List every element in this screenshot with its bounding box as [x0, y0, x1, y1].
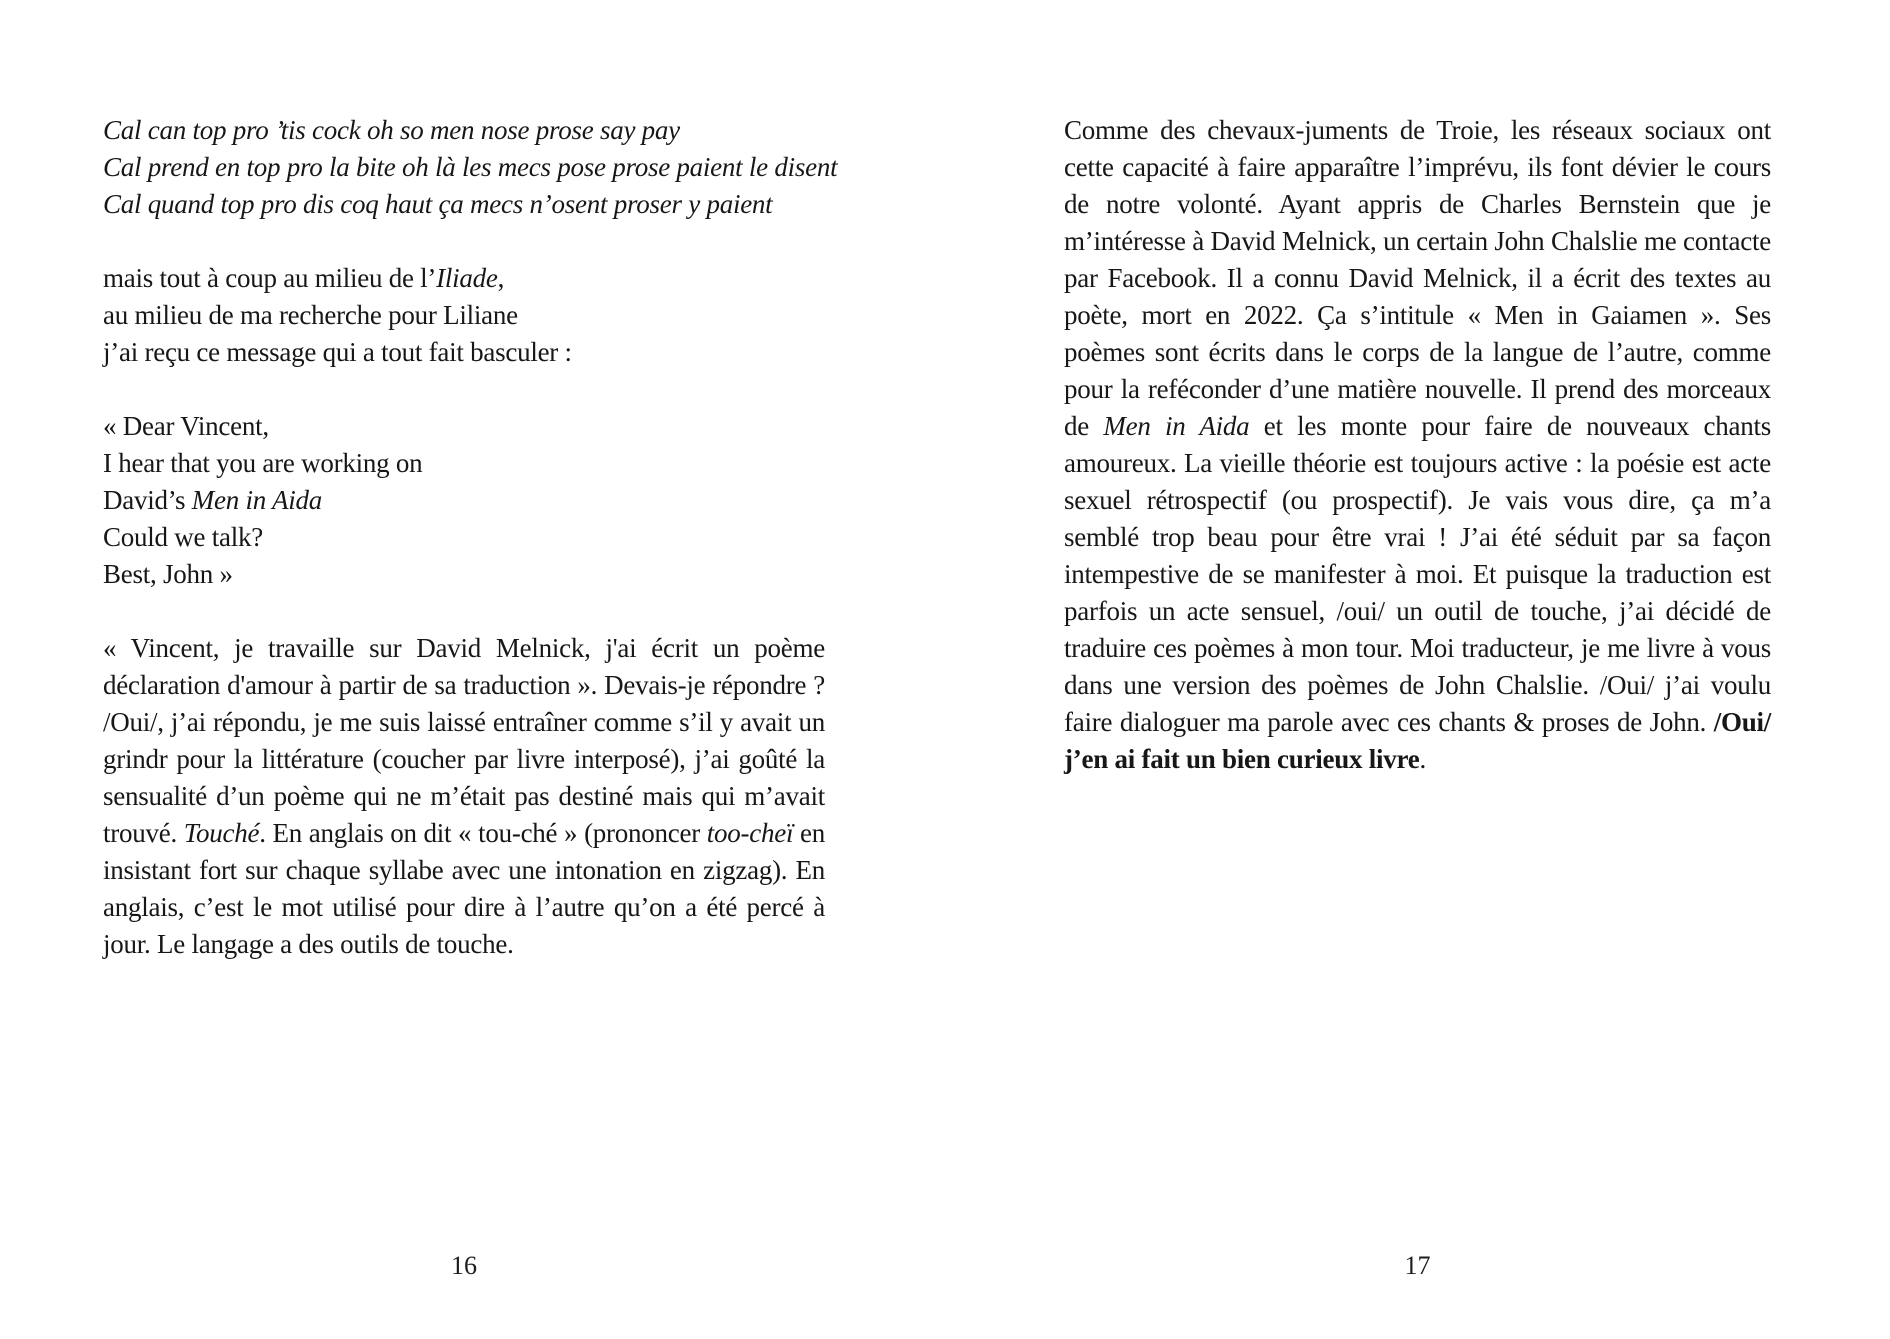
text-line	[103, 334, 825, 371]
text-run: .	[1419, 744, 1426, 774]
bold-text-run: /Oui/ j’en ai fait un bien curieux livre	[1064, 707, 1771, 774]
narrative-stanza	[103, 260, 825, 371]
text-run: I hear that you are working on	[103, 448, 423, 478]
text-run: en insistant fort sur chaque syllabe avec une intonation en zigzag). En anglais, c’est le mot utilisé pour dire à l’autre qu’on a été percé à jour. Le langage a des outils de touche.	[103, 818, 825, 959]
letter-stanza	[103, 408, 825, 593]
right-page-paragraph	[1064, 112, 1771, 778]
italic-text-run: Men in Aida	[1103, 411, 1250, 441]
italic-text-run: Iliade	[436, 263, 498, 293]
text-line	[103, 149, 838, 186]
text-line	[103, 556, 825, 593]
italic-text-run: Cal prend en top pro la bite oh là les mecs pose prose paient le disent	[103, 152, 838, 182]
page-number-right: 17	[1404, 1251, 1431, 1280]
italic-text-run: Cal can top pro ’tis cock oh so men nose prose say pay	[103, 115, 680, 145]
text-line	[103, 445, 825, 482]
text-run: Comme des chevaux-juments de Troie, les réseaux sociaux ont cette capacité à faire apparaître l’imprévu, ils font dévier le cours de notre volonté. Ayant appris de Charles Bernstein que je m’intéresse à David Melnick, un certain John Chalslie me contacte par Facebook. Il a connu David Melnick, il a écrit des textes au poète, mort en 2022. Ça s’intitule « Men in Gaiamen ». Ses poèmes sont écrits dans le corps de la langue de l’autre, comme pour la reféconder d’une matière nouvelle. Il prend des morceaux de	[1064, 115, 1771, 441]
text-run: j’ai reçu ce message qui a tout fait basculer :	[103, 337, 572, 367]
text-run: « Dear Vincent,	[103, 411, 269, 441]
text-line	[103, 408, 825, 445]
page-left	[103, 112, 838, 963]
poem-stanza-english	[103, 112, 838, 223]
text-line	[103, 519, 825, 556]
italic-text-run: Men in Aida	[191, 485, 322, 515]
italic-text-run: too-cheï	[706, 818, 794, 848]
text-line	[103, 482, 825, 519]
text-line	[103, 260, 825, 297]
italic-text-run: Touché	[183, 818, 260, 848]
italic-text-run: Cal quand top pro dis coq haut ça mecs n’osent proser y paient	[103, 189, 773, 219]
text-run: mais tout à coup au milieu de l’	[103, 263, 437, 293]
left-page-paragraph	[103, 630, 825, 963]
text-run: Best, John »	[103, 559, 233, 589]
text-run: David’s	[103, 485, 192, 515]
page-right	[1064, 112, 1771, 778]
text-line	[103, 186, 825, 223]
text-run: Could we talk?	[103, 522, 263, 552]
text-run: ,	[497, 263, 505, 293]
text-run: « Vincent, je travaille sur David Melnick, j'ai écrit un poème déclaration d'amour à partir de sa traduction ». Devais-je répondre ? /Oui/, j’ai répondu, je me suis laissé entraîner comme s’il y avait un grindr pour la littérature (coucher par livre interposé), j’ai goûté la sensualité d’un poème qui ne m’était pas destiné mais qui m’avait trouvé.	[103, 633, 825, 848]
text-line	[103, 297, 825, 334]
text-run: et les monte pour faire de nouveaux chants amoureux. La vieille théorie est toujours active : la poésie est acte sexuel rétrospectif (ou prospectif). Je vais vous dire, ça m’a semblé trop beau pour être vrai ! J’ai été séduit par sa façon intempestive de se manifester à moi. Et puisque la traduction est parfois un acte sensuel, /oui/ un outil de touche, j’ai décidé de traduire ces poèmes à mon tour. Moi traducteur, je me livre à vous dans une version des poèmes de John Chalslie. /Oui/ j’ai voulu faire dialoguer ma parole avec ces chants & proses de John.	[1064, 411, 1772, 737]
text-line	[103, 112, 825, 149]
text-run: au milieu de ma recherche pour Liliane	[103, 300, 518, 330]
page-number-left: 16	[451, 1251, 477, 1280]
text-run: . En anglais on dit « tou-ché » (prononcer	[259, 818, 707, 848]
